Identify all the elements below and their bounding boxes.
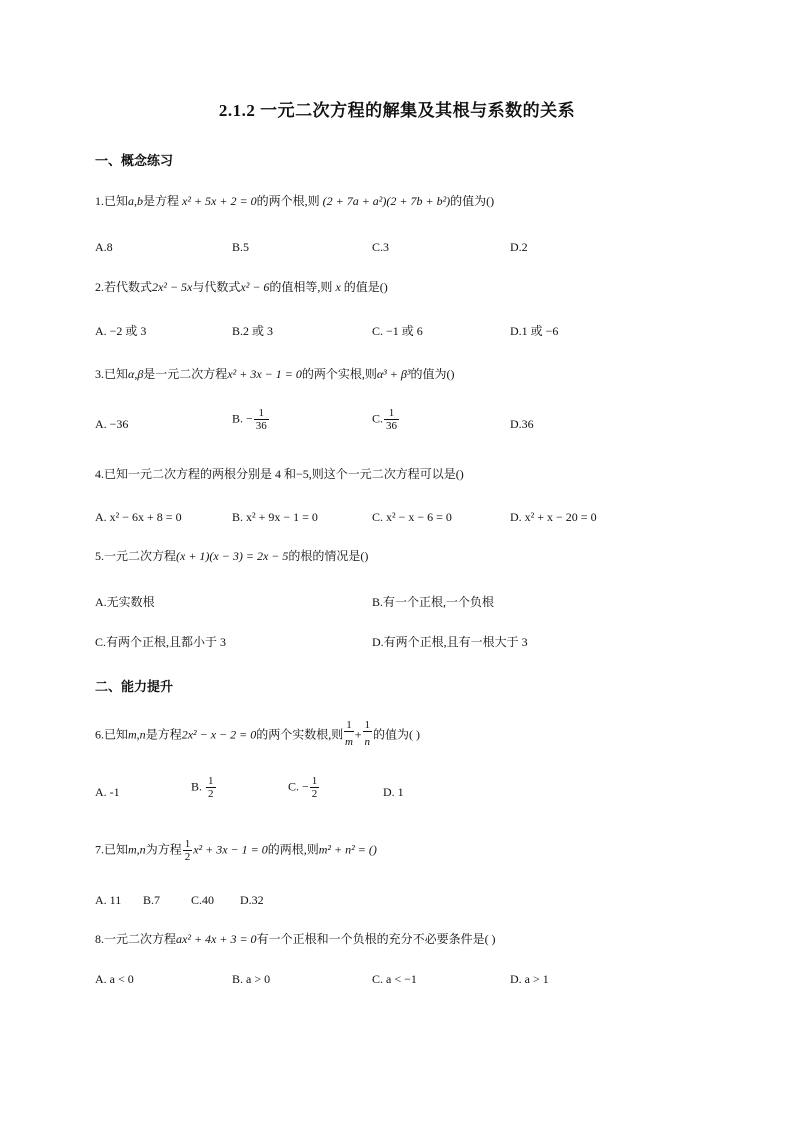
q3-option-d: D.36 xyxy=(510,417,534,431)
q2-option-a: A. −2 或 3 xyxy=(95,324,147,338)
question-3: 3.已知α,β是一元二次方程x² + 3x − 1 = 0的两个实根,则α³ + β³的值为() xyxy=(95,367,455,381)
q1-option-a: A.8 xyxy=(95,240,113,254)
q5-option-c: C.有两个正根,且都小于 3 xyxy=(95,635,227,649)
question-8: 8.一元二次方程ax² + 4x + 3 = 0有一个正根和一个负根的充分不必要条件是( ) xyxy=(95,932,496,946)
question-4: 4.已知一元二次方程的两根分别是 4 和−5,则这个一元二次方程可以是() xyxy=(95,467,464,481)
q6-option-a: A. -1 xyxy=(95,785,120,799)
q2-option-b: B.2 或 3 xyxy=(232,324,274,338)
q3-option-a: A. −36 xyxy=(95,417,129,431)
q4-option-b: B. x² + 9x − 1 = 0 xyxy=(232,510,318,524)
question-7: 7.已知m,n为方程 $\frac{1}{2}$ x² + 3x − 1 = 0的两根,则m² + n² = () xyxy=(95,838,377,863)
q3-option-b: B. − $\frac{1}{36}$ xyxy=(232,407,267,432)
section-heading-concept-practice: 一、概念练习 xyxy=(95,153,174,168)
q7-option-b: B.7 xyxy=(143,893,161,907)
q8-option-b: B. a > 0 xyxy=(232,972,271,986)
q1-expression: (2 + 7a + a²)(2 + 7b + b²) xyxy=(322,194,451,208)
question-5: 5.一元二次方程(x + 1)(x − 3) = 2x − 5的根的情况是() xyxy=(95,549,369,563)
q2-option-c: C. −1 或 6 xyxy=(372,324,423,338)
q4-option-d: D. x² + x − 20 = 0 xyxy=(510,510,597,524)
question-6: 6.已知m,n是方程2x² − x − 2 = 0的两个实数根,则 $\frac{1}{m}+$ $\frac{1}{n}$的值为( ) xyxy=(95,719,421,748)
page-title: 2.1.2 一元二次方程的解集及其根与系数的关系 xyxy=(218,101,576,120)
q6-option-b: B. $\frac{1}{2}$ xyxy=(191,775,214,800)
q5-option-a: A.无实数根 xyxy=(95,595,155,609)
q6-option-c: C. − $\frac{1}{2}$ xyxy=(288,775,318,800)
question-1: 1.已知a,b是方程 x² + 5x + 2 = 0的两个根,则 (2 + 7a + a²)(2 + 7b + b²)的值为() xyxy=(95,194,495,208)
q4-option-c: C. x² − x − 6 = 0 xyxy=(372,510,452,524)
q5-option-b: B.有一个正根,一个负根 xyxy=(372,595,495,609)
q1-equation: x² + 5x + 2 = 0 xyxy=(182,194,257,208)
q4-option-a: A. x² − 6x + 8 = 0 xyxy=(95,510,182,524)
q7-option-c: C.40 xyxy=(191,893,215,907)
q2-option-d: D.1 或 −6 xyxy=(510,324,559,338)
q8-option-c: C. a < −1 xyxy=(372,972,417,986)
q3-option-c: C. $\frac{1}{36}$ xyxy=(372,407,398,432)
q1-option-b: B.5 xyxy=(232,240,250,254)
section-heading-ability-improvement: 二、能力提升 xyxy=(95,679,174,694)
q6-option-d: D. 1 xyxy=(383,785,404,799)
q7-option-a: A. 11 xyxy=(95,893,122,907)
q8-option-d: D. a > 1 xyxy=(510,972,549,986)
question-2: 2.若代数式2x² − 5x与代数式x² − 6的值相等,则 x 的值是() xyxy=(95,280,388,294)
q7-option-d: D.32 xyxy=(240,893,264,907)
q1-option-c: C.3 xyxy=(372,240,390,254)
q8-option-a: A. a < 0 xyxy=(95,972,134,986)
q1-option-d: D.2 xyxy=(510,240,528,254)
q5-option-d: D.有两个正根,且有一根大于 3 xyxy=(372,635,528,649)
